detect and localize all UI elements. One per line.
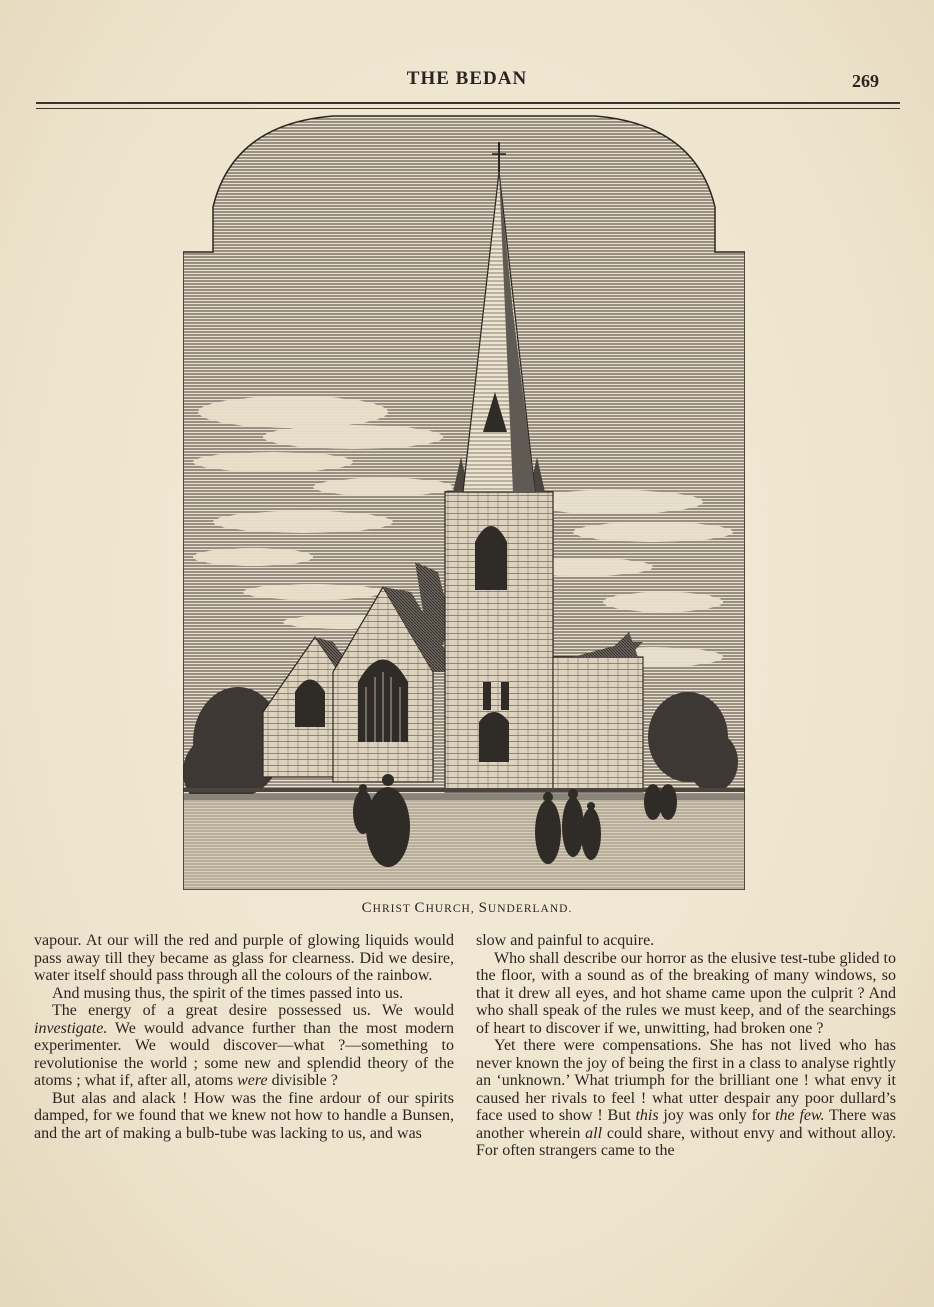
- illustration-caption: CHRIST CHURCH, SUNDERLAND.: [361, 900, 573, 916]
- paragraph: But alas and alack ! How was the fine ardour of our spirits damped, for we found that we knew not how to handle a Bunsen, and the art of making a bulb-tube was lacking to us, and was: [34, 1089, 454, 1142]
- paragraph: The energy of a great desire possessed us. We would investigate. We would advance further than the most modern experimenter. We would discover—what ?—something to revolutionise the world ; some new and splendid theory of the atoms ; what if, after all, atoms were divisible ?: [34, 1002, 454, 1089]
- paragraph: And musing thus, the spirit of the times passed into us.: [52, 984, 404, 1002]
- header-rule-thin: [36, 108, 900, 109]
- running-title: THE BEDAN: [406, 68, 528, 89]
- page-number: 269: [852, 71, 879, 91]
- paragraph: Yet there were compensations. She has not lived who has never known the joy of being the first in a class to analyse rightly an ‘unknown.’ What triumph for the brilliant one ! what envy it caused her rivals to feel ! what utter despair any poor dullard’s face used to show ! But this joy was only for the few. There was another wherein all could share, without envy and without alloy. For often strangers came to the: [476, 1037, 896, 1159]
- right-column: [476, 932, 896, 1160]
- left-column: [34, 932, 454, 1142]
- church-engraving: [183, 112, 745, 890]
- paragraph: Who shall describe our horror as the elusive test-tube glided to the floor, with a sound as of the breaking of many windows, so that it drew all eyes, and hot shame came upon the culprit ? And who shall speak of the rules we must keep, and of the searchings of heart to discover if we, unwitting, had broken one ?: [476, 949, 896, 1037]
- header-rule: [36, 102, 900, 104]
- paragraph: vapour. At our will the red and purple of glowing liquids would pass away till they became as glass for clearness. Did we desire, water itself should pass through all the colours of the rainbow.: [34, 932, 454, 984]
- paragraph: slow and painful to acquire.: [476, 932, 655, 949]
